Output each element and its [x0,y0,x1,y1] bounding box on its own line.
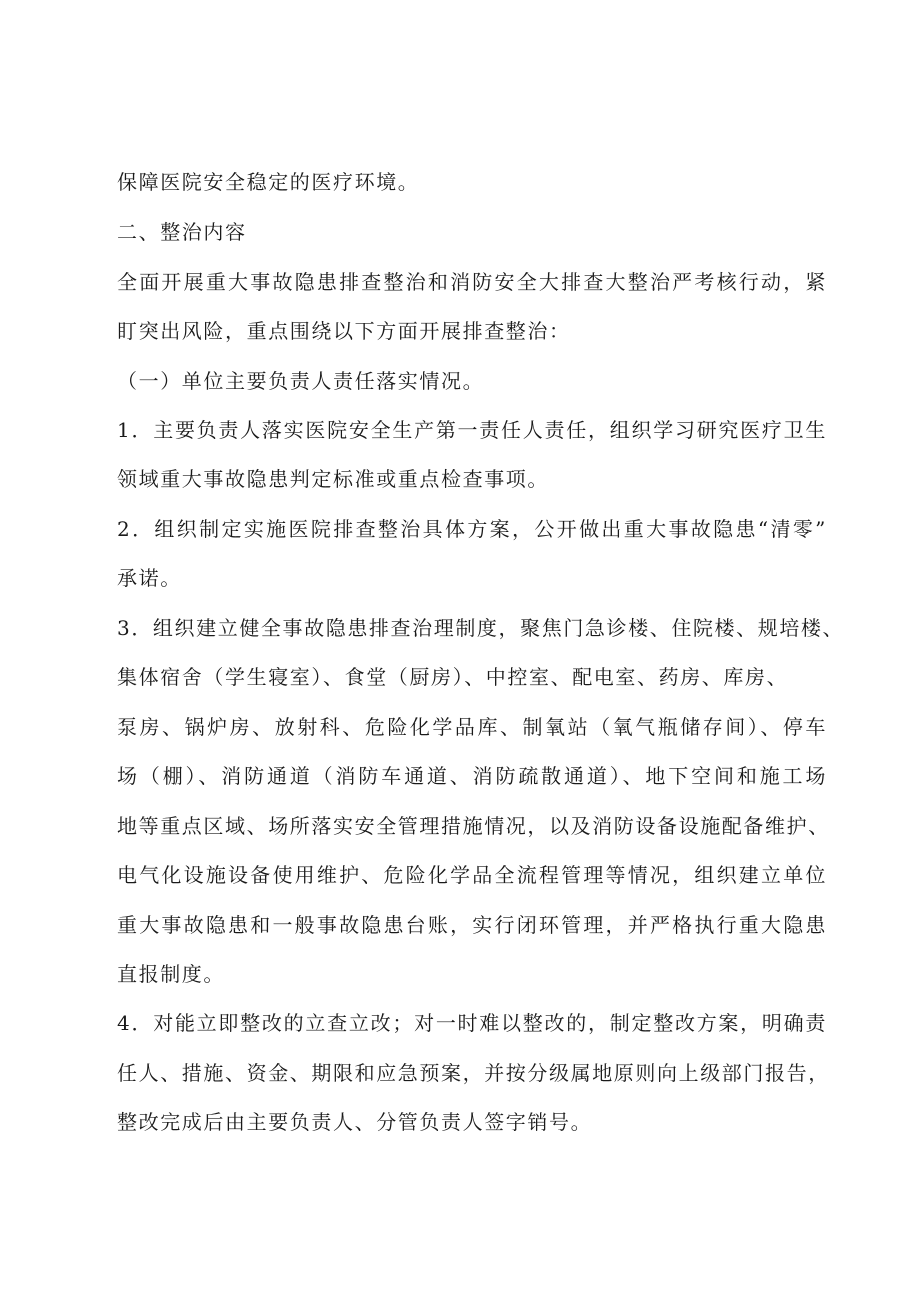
subsection-heading: （一）单位主要负责人责任落实情况。 [117,369,485,393]
text-line: 盯突出风险，重点围绕以下方面开展排查整治： [117,319,571,343]
text-line: 2．组织制定实施医院排查整治具体方案，公开做出重大事故隐患“清零” [117,517,827,541]
text-line: 直报制度。 [117,962,225,986]
text-line: 1．主要负责人落实医院安全生产第一责任人责任，组织学习研究医疗卫生 [117,418,827,442]
text-line: 重大事故隐患和一般事故隐患台账，实行闭环管理，并严格执行重大隐患 [117,913,827,937]
text-line: 整改完成后由主要负责人、分管负责人签字销号。 [117,1110,593,1134]
section-heading: 二、整治内容 [117,220,247,244]
text-line: 承诺。 [117,566,182,590]
text-line: 领域重大事故隐患判定标准或重点检查事项。 [117,467,549,491]
text-line: 3．组织建立健全事故隐患排查治理制度，聚焦门急诊楼、住院楼、规培楼、 [117,616,845,640]
text-line: 任人、措施、资金、期限和应急预案，并按分级属地原则向上级部门报告， [117,1061,830,1085]
text-line: 场（棚）、消防通道（消防车通道、消防疏散通道）、地下空间和施工场 [117,764,827,788]
text-line: 电气化设施设备使用维护、危险化学品全流程管理等情况，组织建立单位 [117,863,827,887]
text-line: 全面开展重大事故隐患排查整治和消防安全大排查大整治严考核行动，紧 [117,270,827,294]
text-line: 保障医院安全稳定的医疗环境。 [117,170,420,194]
text-line: 地等重点区域、场所落实安全管理措施情况，以及消防设备设施配备维护、 [117,814,830,838]
text-line: 4．对能立即整改的立查立改；对一时难以整改的，制定整改方案，明确责 [117,1011,827,1035]
text-line: 泵房、锅炉房、放射科、危险化学品库、制氧站（氧气瓶储存间）、停车 [117,715,827,739]
text-line: 集体宿舍（学生寝室）、食堂（厨房）、中控室、配电室、药房、库房、 [117,665,789,689]
